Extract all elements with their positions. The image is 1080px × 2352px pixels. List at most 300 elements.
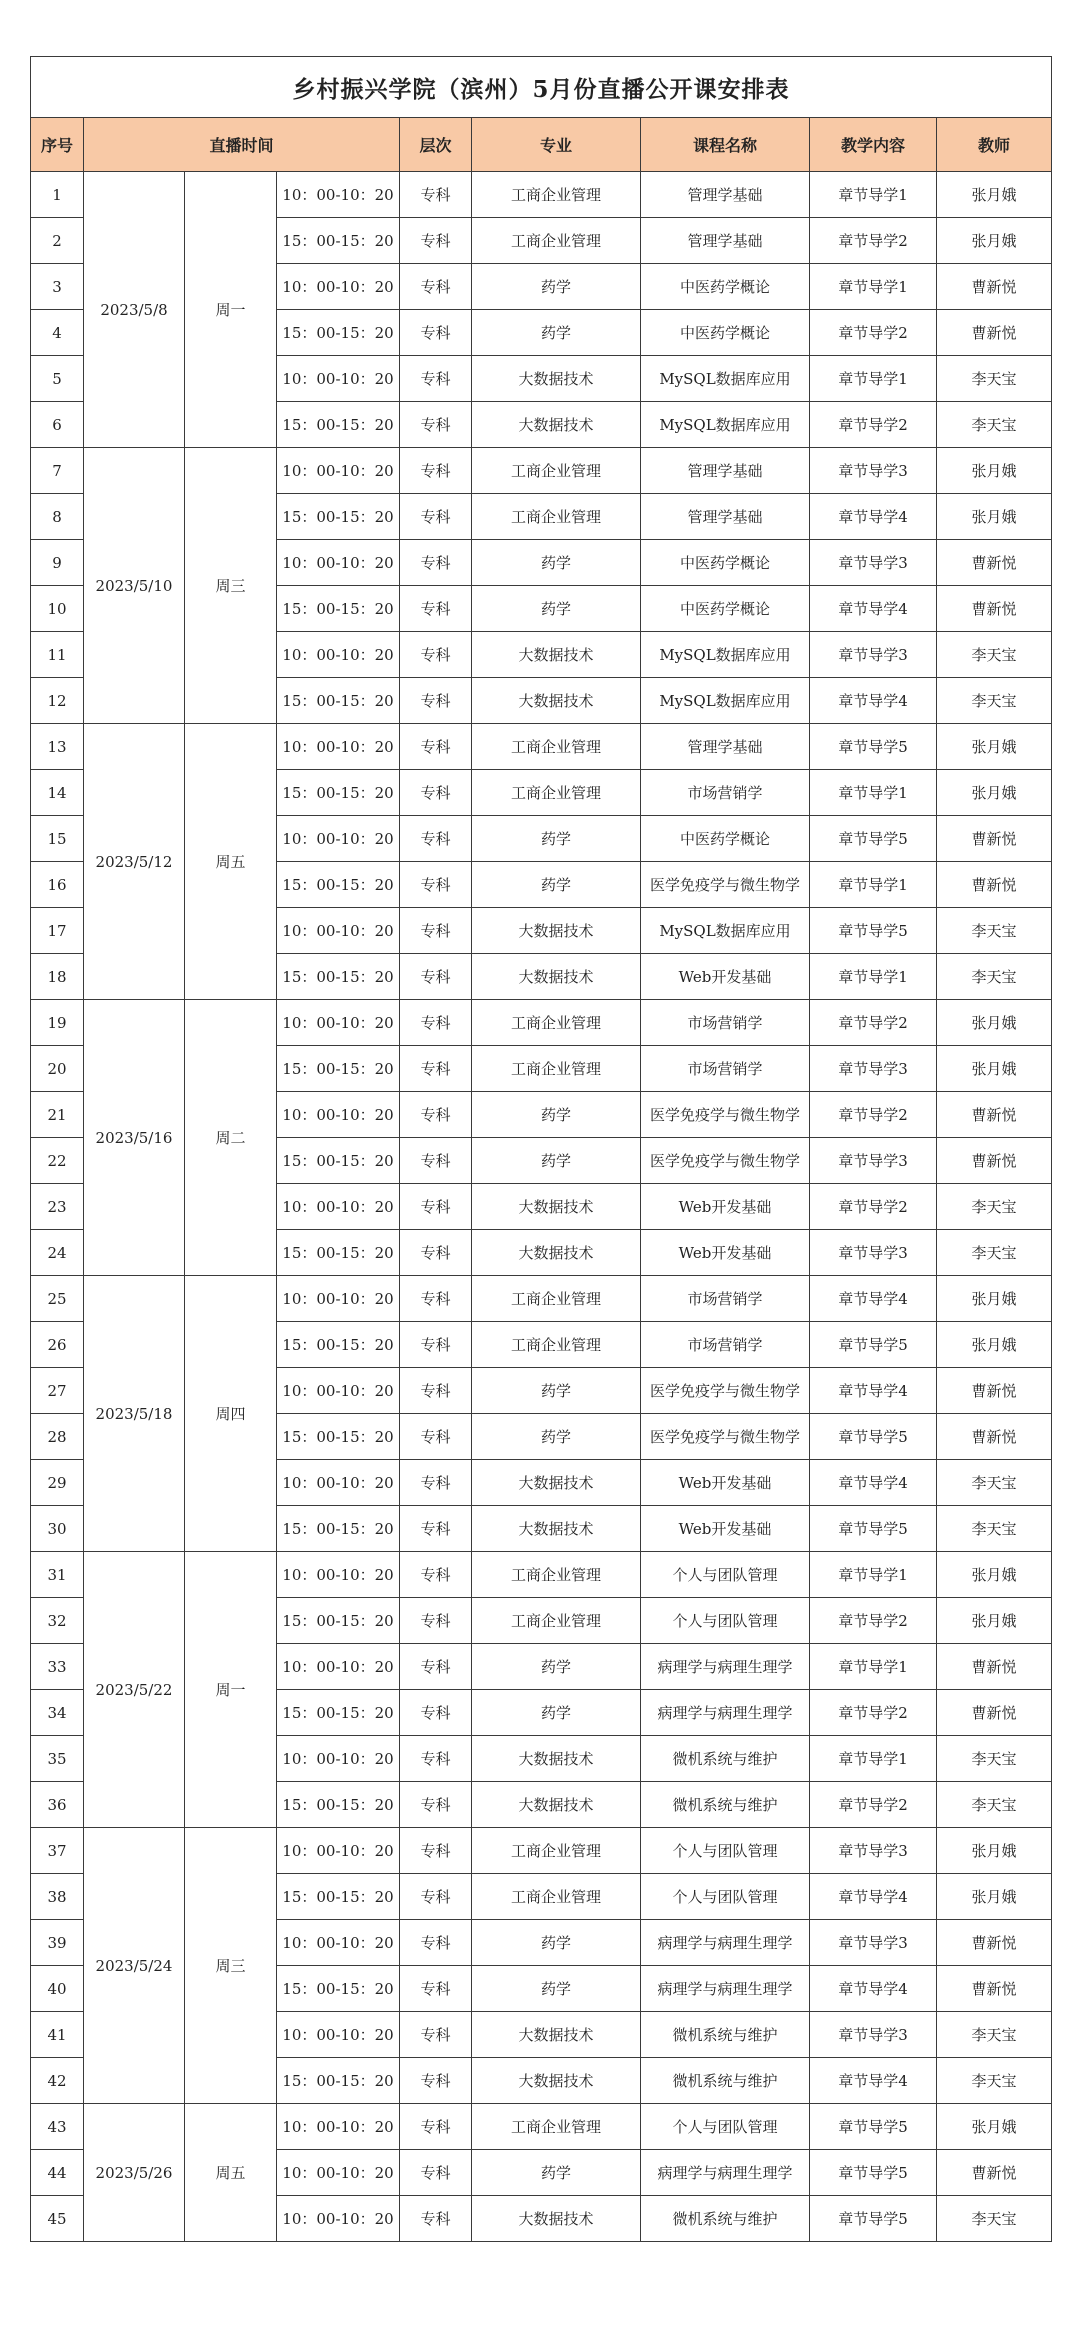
course-cell: 病理学与病理生理学 bbox=[641, 1920, 810, 1966]
level-cell: 专科 bbox=[400, 1644, 472, 1690]
major-cell: 药学 bbox=[472, 862, 641, 908]
header-major: 专业 bbox=[472, 118, 641, 172]
level-cell: 专科 bbox=[400, 172, 472, 218]
level-cell: 专科 bbox=[400, 448, 472, 494]
major-cell: 工商企业管理 bbox=[472, 494, 641, 540]
teacher-cell: 李天宝 bbox=[937, 2058, 1052, 2104]
time-cell: 10：00-10：20 bbox=[277, 1276, 400, 1322]
teacher-cell: 曹新悦 bbox=[937, 264, 1052, 310]
table-row bbox=[31, 172, 1052, 218]
level-cell: 专科 bbox=[400, 1506, 472, 1552]
time-cell: 15：00-15：20 bbox=[277, 586, 400, 632]
major-cell: 工商企业管理 bbox=[472, 1598, 641, 1644]
teacher-cell: 李天宝 bbox=[937, 954, 1052, 1000]
major-cell: 药学 bbox=[472, 1414, 641, 1460]
major-cell: 工商企业管理 bbox=[472, 2104, 641, 2150]
header-teacher: 教师 bbox=[937, 118, 1052, 172]
content-cell: 章节导学5 bbox=[810, 1506, 937, 1552]
row-number: 4 bbox=[31, 310, 84, 356]
time-cell: 15：00-15：20 bbox=[277, 1506, 400, 1552]
row-number: 3 bbox=[31, 264, 84, 310]
content-cell: 章节导学4 bbox=[810, 586, 937, 632]
time-cell: 15：00-15：20 bbox=[277, 1046, 400, 1092]
time-cell: 10：00-10：20 bbox=[277, 448, 400, 494]
time-cell: 15：00-15：20 bbox=[277, 1138, 400, 1184]
course-cell: MySQL数据库应用 bbox=[641, 678, 810, 724]
time-cell: 15：00-15：20 bbox=[277, 1690, 400, 1736]
level-cell: 专科 bbox=[400, 540, 472, 586]
course-cell: 个人与团队管理 bbox=[641, 1552, 810, 1598]
date-cell: 2023/5/18 bbox=[84, 1276, 185, 1552]
major-cell: 大数据技术 bbox=[472, 678, 641, 724]
level-cell: 专科 bbox=[400, 1276, 472, 1322]
row-number: 30 bbox=[31, 1506, 84, 1552]
content-cell: 章节导学3 bbox=[810, 1828, 937, 1874]
major-cell: 工商企业管理 bbox=[472, 1276, 641, 1322]
teacher-cell: 李天宝 bbox=[937, 1736, 1052, 1782]
level-cell: 专科 bbox=[400, 678, 472, 724]
header-course: 课程名称 bbox=[641, 118, 810, 172]
weekday-cell: 周二 bbox=[185, 1000, 277, 1276]
teacher-cell: 曹新悦 bbox=[937, 1414, 1052, 1460]
course-cell: MySQL数据库应用 bbox=[641, 632, 810, 678]
teacher-cell: 张月娥 bbox=[937, 1828, 1052, 1874]
course-cell: 医学免疫学与微生物学 bbox=[641, 1368, 810, 1414]
header-row bbox=[31, 118, 1052, 172]
row-number: 43 bbox=[31, 2104, 84, 2150]
major-cell: 工商企业管理 bbox=[472, 218, 641, 264]
course-cell: 中医药学概论 bbox=[641, 264, 810, 310]
time-cell: 10：00-10：20 bbox=[277, 816, 400, 862]
course-cell: Web开发基础 bbox=[641, 1460, 810, 1506]
major-cell: 药学 bbox=[472, 1966, 641, 2012]
teacher-cell: 曹新悦 bbox=[937, 862, 1052, 908]
time-cell: 15：00-15：20 bbox=[277, 1230, 400, 1276]
teacher-cell: 李天宝 bbox=[937, 2012, 1052, 2058]
table-title: 乡村振兴学院（滨州）5月份直播公开课安排表 bbox=[31, 57, 1052, 118]
content-cell: 章节导学5 bbox=[810, 2150, 937, 2196]
content-cell: 章节导学2 bbox=[810, 218, 937, 264]
content-cell: 章节导学1 bbox=[810, 770, 937, 816]
table-row bbox=[31, 448, 1052, 494]
teacher-cell: 张月娥 bbox=[937, 218, 1052, 264]
row-number: 5 bbox=[31, 356, 84, 402]
major-cell: 大数据技术 bbox=[472, 402, 641, 448]
row-number: 9 bbox=[31, 540, 84, 586]
table-row bbox=[31, 724, 1052, 770]
course-cell: 个人与团队管理 bbox=[641, 1598, 810, 1644]
teacher-cell: 张月娥 bbox=[937, 2104, 1052, 2150]
teacher-cell: 张月娥 bbox=[937, 172, 1052, 218]
level-cell: 专科 bbox=[400, 1736, 472, 1782]
major-cell: 工商企业管理 bbox=[472, 1046, 641, 1092]
weekday-cell: 周一 bbox=[185, 172, 277, 448]
course-cell: 市场营销学 bbox=[641, 770, 810, 816]
content-cell: 章节导学4 bbox=[810, 1874, 937, 1920]
date-cell: 2023/5/26 bbox=[84, 2104, 185, 2242]
weekday-cell: 周五 bbox=[185, 724, 277, 1000]
content-cell: 章节导学2 bbox=[810, 1092, 937, 1138]
level-cell: 专科 bbox=[400, 1966, 472, 2012]
teacher-cell: 曹新悦 bbox=[937, 1644, 1052, 1690]
course-cell: 病理学与病理生理学 bbox=[641, 1644, 810, 1690]
weekday-cell: 周一 bbox=[185, 1552, 277, 1828]
level-cell: 专科 bbox=[400, 402, 472, 448]
content-cell: 章节导学3 bbox=[810, 632, 937, 678]
row-number: 24 bbox=[31, 1230, 84, 1276]
course-cell: 微机系统与维护 bbox=[641, 1782, 810, 1828]
level-cell: 专科 bbox=[400, 1828, 472, 1874]
course-cell: Web开发基础 bbox=[641, 1184, 810, 1230]
row-number: 17 bbox=[31, 908, 84, 954]
content-cell: 章节导学2 bbox=[810, 310, 937, 356]
teacher-cell: 曹新悦 bbox=[937, 540, 1052, 586]
time-cell: 10：00-10：20 bbox=[277, 2104, 400, 2150]
course-cell: 病理学与病理生理学 bbox=[641, 2150, 810, 2196]
major-cell: 大数据技术 bbox=[472, 2058, 641, 2104]
teacher-cell: 曹新悦 bbox=[937, 1690, 1052, 1736]
content-cell: 章节导学1 bbox=[810, 264, 937, 310]
course-cell: 医学免疫学与微生物学 bbox=[641, 1414, 810, 1460]
content-cell: 章节导学4 bbox=[810, 1368, 937, 1414]
time-cell: 15：00-15：20 bbox=[277, 1414, 400, 1460]
row-number: 8 bbox=[31, 494, 84, 540]
teacher-cell: 张月娥 bbox=[937, 1000, 1052, 1046]
time-cell: 10：00-10：20 bbox=[277, 1552, 400, 1598]
course-cell: 管理学基础 bbox=[641, 448, 810, 494]
teacher-cell: 李天宝 bbox=[937, 1506, 1052, 1552]
time-cell: 15：00-15：20 bbox=[277, 862, 400, 908]
content-cell: 章节导学5 bbox=[810, 2104, 937, 2150]
time-cell: 15：00-15：20 bbox=[277, 1322, 400, 1368]
schedule-sheet bbox=[30, 56, 1051, 2242]
time-cell: 15：00-15：20 bbox=[277, 1598, 400, 1644]
schedule-body bbox=[31, 172, 1052, 2242]
level-cell: 专科 bbox=[400, 724, 472, 770]
row-number: 13 bbox=[31, 724, 84, 770]
course-cell: 病理学与病理生理学 bbox=[641, 1966, 810, 2012]
teacher-cell: 张月娥 bbox=[937, 1046, 1052, 1092]
time-cell: 10：00-10：20 bbox=[277, 1644, 400, 1690]
teacher-cell: 张月娥 bbox=[937, 724, 1052, 770]
major-cell: 药学 bbox=[472, 264, 641, 310]
time-cell: 10：00-10：20 bbox=[277, 2012, 400, 2058]
row-number: 19 bbox=[31, 1000, 84, 1046]
teacher-cell: 李天宝 bbox=[937, 356, 1052, 402]
content-cell: 章节导学2 bbox=[810, 1598, 937, 1644]
course-cell: 微机系统与维护 bbox=[641, 2012, 810, 2058]
table-row bbox=[31, 1552, 1052, 1598]
level-cell: 专科 bbox=[400, 1184, 472, 1230]
content-cell: 章节导学1 bbox=[810, 1644, 937, 1690]
weekday-cell: 周五 bbox=[185, 2104, 277, 2242]
content-cell: 章节导学1 bbox=[810, 172, 937, 218]
course-cell: 病理学与病理生理学 bbox=[641, 1690, 810, 1736]
course-cell: MySQL数据库应用 bbox=[641, 356, 810, 402]
level-cell: 专科 bbox=[400, 816, 472, 862]
major-cell: 药学 bbox=[472, 1920, 641, 1966]
row-number: 1 bbox=[31, 172, 84, 218]
course-cell: 微机系统与维护 bbox=[641, 2058, 810, 2104]
major-cell: 药学 bbox=[472, 2150, 641, 2196]
date-cell: 2023/5/16 bbox=[84, 1000, 185, 1276]
level-cell: 专科 bbox=[400, 1000, 472, 1046]
time-cell: 10：00-10：20 bbox=[277, 724, 400, 770]
row-number: 33 bbox=[31, 1644, 84, 1690]
content-cell: 章节导学5 bbox=[810, 724, 937, 770]
content-cell: 章节导学5 bbox=[810, 908, 937, 954]
major-cell: 药学 bbox=[472, 1644, 641, 1690]
major-cell: 药学 bbox=[472, 1368, 641, 1414]
weekday-cell: 周四 bbox=[185, 1276, 277, 1552]
course-cell: 医学免疫学与微生物学 bbox=[641, 1138, 810, 1184]
row-number: 15 bbox=[31, 816, 84, 862]
date-cell: 2023/5/10 bbox=[84, 448, 185, 724]
row-number: 38 bbox=[31, 1874, 84, 1920]
row-number: 32 bbox=[31, 1598, 84, 1644]
teacher-cell: 张月娥 bbox=[937, 1874, 1052, 1920]
major-cell: 大数据技术 bbox=[472, 1782, 641, 1828]
level-cell: 专科 bbox=[400, 356, 472, 402]
row-number: 23 bbox=[31, 1184, 84, 1230]
time-cell: 10：00-10：20 bbox=[277, 1368, 400, 1414]
teacher-cell: 李天宝 bbox=[937, 1184, 1052, 1230]
teacher-cell: 张月娥 bbox=[937, 1276, 1052, 1322]
time-cell: 10：00-10：20 bbox=[277, 632, 400, 678]
time-cell: 15：00-15：20 bbox=[277, 678, 400, 724]
major-cell: 大数据技术 bbox=[472, 356, 641, 402]
major-cell: 大数据技术 bbox=[472, 2196, 641, 2242]
header-content: 教学内容 bbox=[810, 118, 937, 172]
major-cell: 大数据技术 bbox=[472, 908, 641, 954]
teacher-cell: 李天宝 bbox=[937, 632, 1052, 678]
course-cell: 管理学基础 bbox=[641, 218, 810, 264]
teacher-cell: 李天宝 bbox=[937, 1460, 1052, 1506]
row-number: 40 bbox=[31, 1966, 84, 2012]
course-cell: 微机系统与维护 bbox=[641, 2196, 810, 2242]
major-cell: 工商企业管理 bbox=[472, 724, 641, 770]
row-number: 41 bbox=[31, 2012, 84, 2058]
row-number: 39 bbox=[31, 1920, 84, 1966]
level-cell: 专科 bbox=[400, 632, 472, 678]
row-number: 31 bbox=[31, 1552, 84, 1598]
major-cell: 大数据技术 bbox=[472, 1184, 641, 1230]
course-cell: 市场营销学 bbox=[641, 1046, 810, 1092]
major-cell: 大数据技术 bbox=[472, 1736, 641, 1782]
course-cell: 管理学基础 bbox=[641, 172, 810, 218]
major-cell: 药学 bbox=[472, 586, 641, 632]
content-cell: 章节导学1 bbox=[810, 1736, 937, 1782]
teacher-cell: 曹新悦 bbox=[937, 586, 1052, 632]
teacher-cell: 张月娥 bbox=[937, 770, 1052, 816]
major-cell: 工商企业管理 bbox=[472, 1552, 641, 1598]
content-cell: 章节导学4 bbox=[810, 678, 937, 724]
content-cell: 章节导学2 bbox=[810, 1690, 937, 1736]
row-number: 16 bbox=[31, 862, 84, 908]
time-cell: 10：00-10：20 bbox=[277, 1920, 400, 1966]
teacher-cell: 曹新悦 bbox=[937, 1092, 1052, 1138]
content-cell: 章节导学4 bbox=[810, 494, 937, 540]
course-cell: 中医药学概论 bbox=[641, 310, 810, 356]
time-cell: 10：00-10：20 bbox=[277, 2196, 400, 2242]
level-cell: 专科 bbox=[400, 1230, 472, 1276]
teacher-cell: 李天宝 bbox=[937, 402, 1052, 448]
level-cell: 专科 bbox=[400, 1460, 472, 1506]
major-cell: 药学 bbox=[472, 816, 641, 862]
row-number: 14 bbox=[31, 770, 84, 816]
weekday-cell: 周三 bbox=[185, 1828, 277, 2104]
course-cell: Web开发基础 bbox=[641, 954, 810, 1000]
major-cell: 药学 bbox=[472, 540, 641, 586]
content-cell: 章节导学1 bbox=[810, 954, 937, 1000]
time-cell: 10：00-10：20 bbox=[277, 1000, 400, 1046]
content-cell: 章节导学1 bbox=[810, 862, 937, 908]
time-cell: 10：00-10：20 bbox=[277, 908, 400, 954]
teacher-cell: 张月娥 bbox=[937, 448, 1052, 494]
course-cell: Web开发基础 bbox=[641, 1230, 810, 1276]
time-cell: 10：00-10：20 bbox=[277, 540, 400, 586]
course-cell: 个人与团队管理 bbox=[641, 1874, 810, 1920]
level-cell: 专科 bbox=[400, 1368, 472, 1414]
date-cell: 2023/5/12 bbox=[84, 724, 185, 1000]
major-cell: 大数据技术 bbox=[472, 1506, 641, 1552]
level-cell: 专科 bbox=[400, 954, 472, 1000]
major-cell: 工商企业管理 bbox=[472, 1000, 641, 1046]
row-number: 10 bbox=[31, 586, 84, 632]
level-cell: 专科 bbox=[400, 908, 472, 954]
time-cell: 15：00-15：20 bbox=[277, 954, 400, 1000]
content-cell: 章节导学5 bbox=[810, 1322, 937, 1368]
content-cell: 章节导学5 bbox=[810, 1414, 937, 1460]
teacher-cell: 张月娥 bbox=[937, 494, 1052, 540]
course-cell: 医学免疫学与微生物学 bbox=[641, 1092, 810, 1138]
row-number: 25 bbox=[31, 1276, 84, 1322]
course-cell: 管理学基础 bbox=[641, 724, 810, 770]
level-cell: 专科 bbox=[400, 2104, 472, 2150]
major-cell: 工商企业管理 bbox=[472, 770, 641, 816]
time-cell: 10：00-10：20 bbox=[277, 1828, 400, 1874]
time-cell: 10：00-10：20 bbox=[277, 1184, 400, 1230]
content-cell: 章节导学3 bbox=[810, 1920, 937, 1966]
content-cell: 章节导学2 bbox=[810, 1000, 937, 1046]
teacher-cell: 李天宝 bbox=[937, 678, 1052, 724]
major-cell: 工商企业管理 bbox=[472, 172, 641, 218]
time-cell: 10：00-10：20 bbox=[277, 1736, 400, 1782]
content-cell: 章节导学3 bbox=[810, 2012, 937, 2058]
row-number: 45 bbox=[31, 2196, 84, 2242]
course-cell: 个人与团队管理 bbox=[641, 2104, 810, 2150]
major-cell: 大数据技术 bbox=[472, 2012, 641, 2058]
level-cell: 专科 bbox=[400, 1874, 472, 1920]
content-cell: 章节导学5 bbox=[810, 816, 937, 862]
course-cell: 市场营销学 bbox=[641, 1276, 810, 1322]
time-cell: 15：00-15：20 bbox=[277, 310, 400, 356]
teacher-cell: 李天宝 bbox=[937, 1230, 1052, 1276]
header-level: 层次 bbox=[400, 118, 472, 172]
date-cell: 2023/5/24 bbox=[84, 1828, 185, 2104]
content-cell: 章节导学4 bbox=[810, 1460, 937, 1506]
teacher-cell: 李天宝 bbox=[937, 1782, 1052, 1828]
time-cell: 15：00-15：20 bbox=[277, 1874, 400, 1920]
major-cell: 大数据技术 bbox=[472, 632, 641, 678]
level-cell: 专科 bbox=[400, 1414, 472, 1460]
course-cell: 中医药学概论 bbox=[641, 586, 810, 632]
teacher-cell: 张月娥 bbox=[937, 1322, 1052, 1368]
level-cell: 专科 bbox=[400, 1598, 472, 1644]
time-cell: 10：00-10：20 bbox=[277, 356, 400, 402]
teacher-cell: 张月娥 bbox=[937, 1598, 1052, 1644]
row-number: 29 bbox=[31, 1460, 84, 1506]
header-time: 直播时间 bbox=[84, 118, 400, 172]
major-cell: 工商企业管理 bbox=[472, 448, 641, 494]
course-cell: 市场营销学 bbox=[641, 1322, 810, 1368]
teacher-cell: 张月娥 bbox=[937, 1552, 1052, 1598]
date-cell: 2023/5/22 bbox=[84, 1552, 185, 1828]
level-cell: 专科 bbox=[400, 1920, 472, 1966]
level-cell: 专科 bbox=[400, 862, 472, 908]
content-cell: 章节导学4 bbox=[810, 2058, 937, 2104]
major-cell: 工商企业管理 bbox=[472, 1874, 641, 1920]
row-number: 27 bbox=[31, 1368, 84, 1414]
row-number: 7 bbox=[31, 448, 84, 494]
level-cell: 专科 bbox=[400, 494, 472, 540]
time-cell: 10：00-10：20 bbox=[277, 2150, 400, 2196]
date-cell: 2023/5/8 bbox=[84, 172, 185, 448]
course-cell: 中医药学概论 bbox=[641, 540, 810, 586]
level-cell: 专科 bbox=[400, 586, 472, 632]
time-cell: 15：00-15：20 bbox=[277, 494, 400, 540]
teacher-cell: 曹新悦 bbox=[937, 1138, 1052, 1184]
time-cell: 10：00-10：20 bbox=[277, 1092, 400, 1138]
level-cell: 专科 bbox=[400, 218, 472, 264]
course-cell: 医学免疫学与微生物学 bbox=[641, 862, 810, 908]
level-cell: 专科 bbox=[400, 2058, 472, 2104]
table-row bbox=[31, 2104, 1052, 2150]
time-cell: 10：00-10：20 bbox=[277, 1460, 400, 1506]
table-row bbox=[31, 1828, 1052, 1874]
row-number: 42 bbox=[31, 2058, 84, 2104]
level-cell: 专科 bbox=[400, 770, 472, 816]
row-number: 12 bbox=[31, 678, 84, 724]
time-cell: 15：00-15：20 bbox=[277, 2058, 400, 2104]
time-cell: 15：00-15：20 bbox=[277, 1782, 400, 1828]
time-cell: 10：00-10：20 bbox=[277, 264, 400, 310]
row-number: 37 bbox=[31, 1828, 84, 1874]
teacher-cell: 曹新悦 bbox=[937, 310, 1052, 356]
row-number: 20 bbox=[31, 1046, 84, 1092]
teacher-cell: 曹新悦 bbox=[937, 816, 1052, 862]
schedule-table bbox=[30, 56, 1052, 2242]
row-number: 21 bbox=[31, 1092, 84, 1138]
row-number: 36 bbox=[31, 1782, 84, 1828]
teacher-cell: 李天宝 bbox=[937, 908, 1052, 954]
content-cell: 章节导学3 bbox=[810, 1230, 937, 1276]
course-cell: MySQL数据库应用 bbox=[641, 908, 810, 954]
level-cell: 专科 bbox=[400, 2012, 472, 2058]
content-cell: 章节导学3 bbox=[810, 540, 937, 586]
level-cell: 专科 bbox=[400, 1322, 472, 1368]
content-cell: 章节导学1 bbox=[810, 1552, 937, 1598]
time-cell: 15：00-15：20 bbox=[277, 770, 400, 816]
row-number: 28 bbox=[31, 1414, 84, 1460]
content-cell: 章节导学3 bbox=[810, 1046, 937, 1092]
time-cell: 10：00-10：20 bbox=[277, 172, 400, 218]
time-cell: 15：00-15：20 bbox=[277, 218, 400, 264]
level-cell: 专科 bbox=[400, 1782, 472, 1828]
major-cell: 大数据技术 bbox=[472, 954, 641, 1000]
row-number: 44 bbox=[31, 2150, 84, 2196]
major-cell: 药学 bbox=[472, 1092, 641, 1138]
